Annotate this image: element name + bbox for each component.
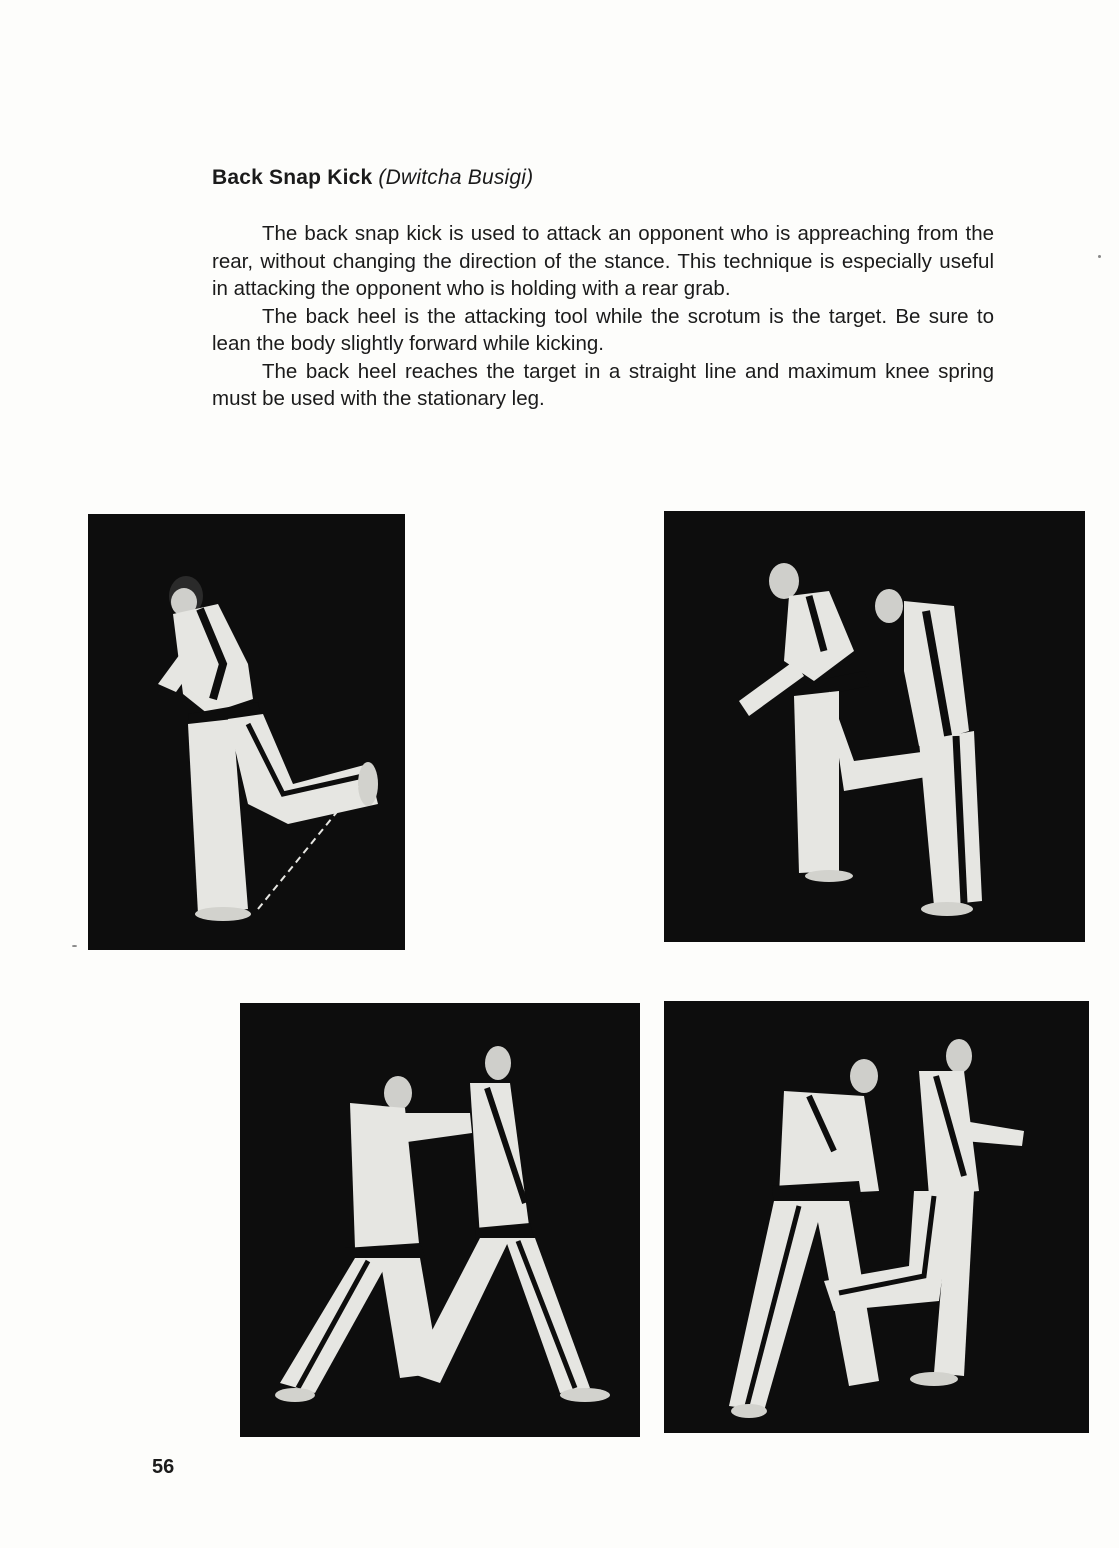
photo-back-kick-contact — [664, 511, 1085, 942]
photo-back-kick-solo — [88, 514, 405, 950]
paragraph: The back heel is the attacking tool while the scrotum is the target. Be sure to lean the body slightly forward while kicking. — [212, 304, 994, 355]
heading-subtitle: (Dwitcha Busigi) — [378, 166, 534, 189]
heading-title: Back Snap Kick — [212, 166, 373, 189]
figure-illustration-icon — [664, 511, 1085, 942]
figure-illustration-icon — [664, 1001, 1089, 1433]
scan-speck — [72, 945, 77, 947]
scan-speck — [1098, 255, 1101, 258]
body-text — [212, 220, 994, 413]
photo-back-kick-counter — [664, 1001, 1089, 1433]
figure-illustration-icon — [88, 514, 405, 950]
section-heading — [212, 166, 533, 190]
page-number: 56 — [152, 1456, 175, 1478]
photo-rear-grab — [240, 1003, 640, 1437]
paragraph: The back snap kick is used to attack an opponent who is appreaching from the rear, without changing the direction of the stance. This technique is especially useful in attacking the opponent who is holding with a rear grab. — [212, 222, 994, 300]
figure-illustration-icon — [240, 1003, 640, 1437]
paragraph: The back heel reaches the target in a straight line and maximum knee spring must be used with the stationary leg. — [212, 359, 994, 410]
